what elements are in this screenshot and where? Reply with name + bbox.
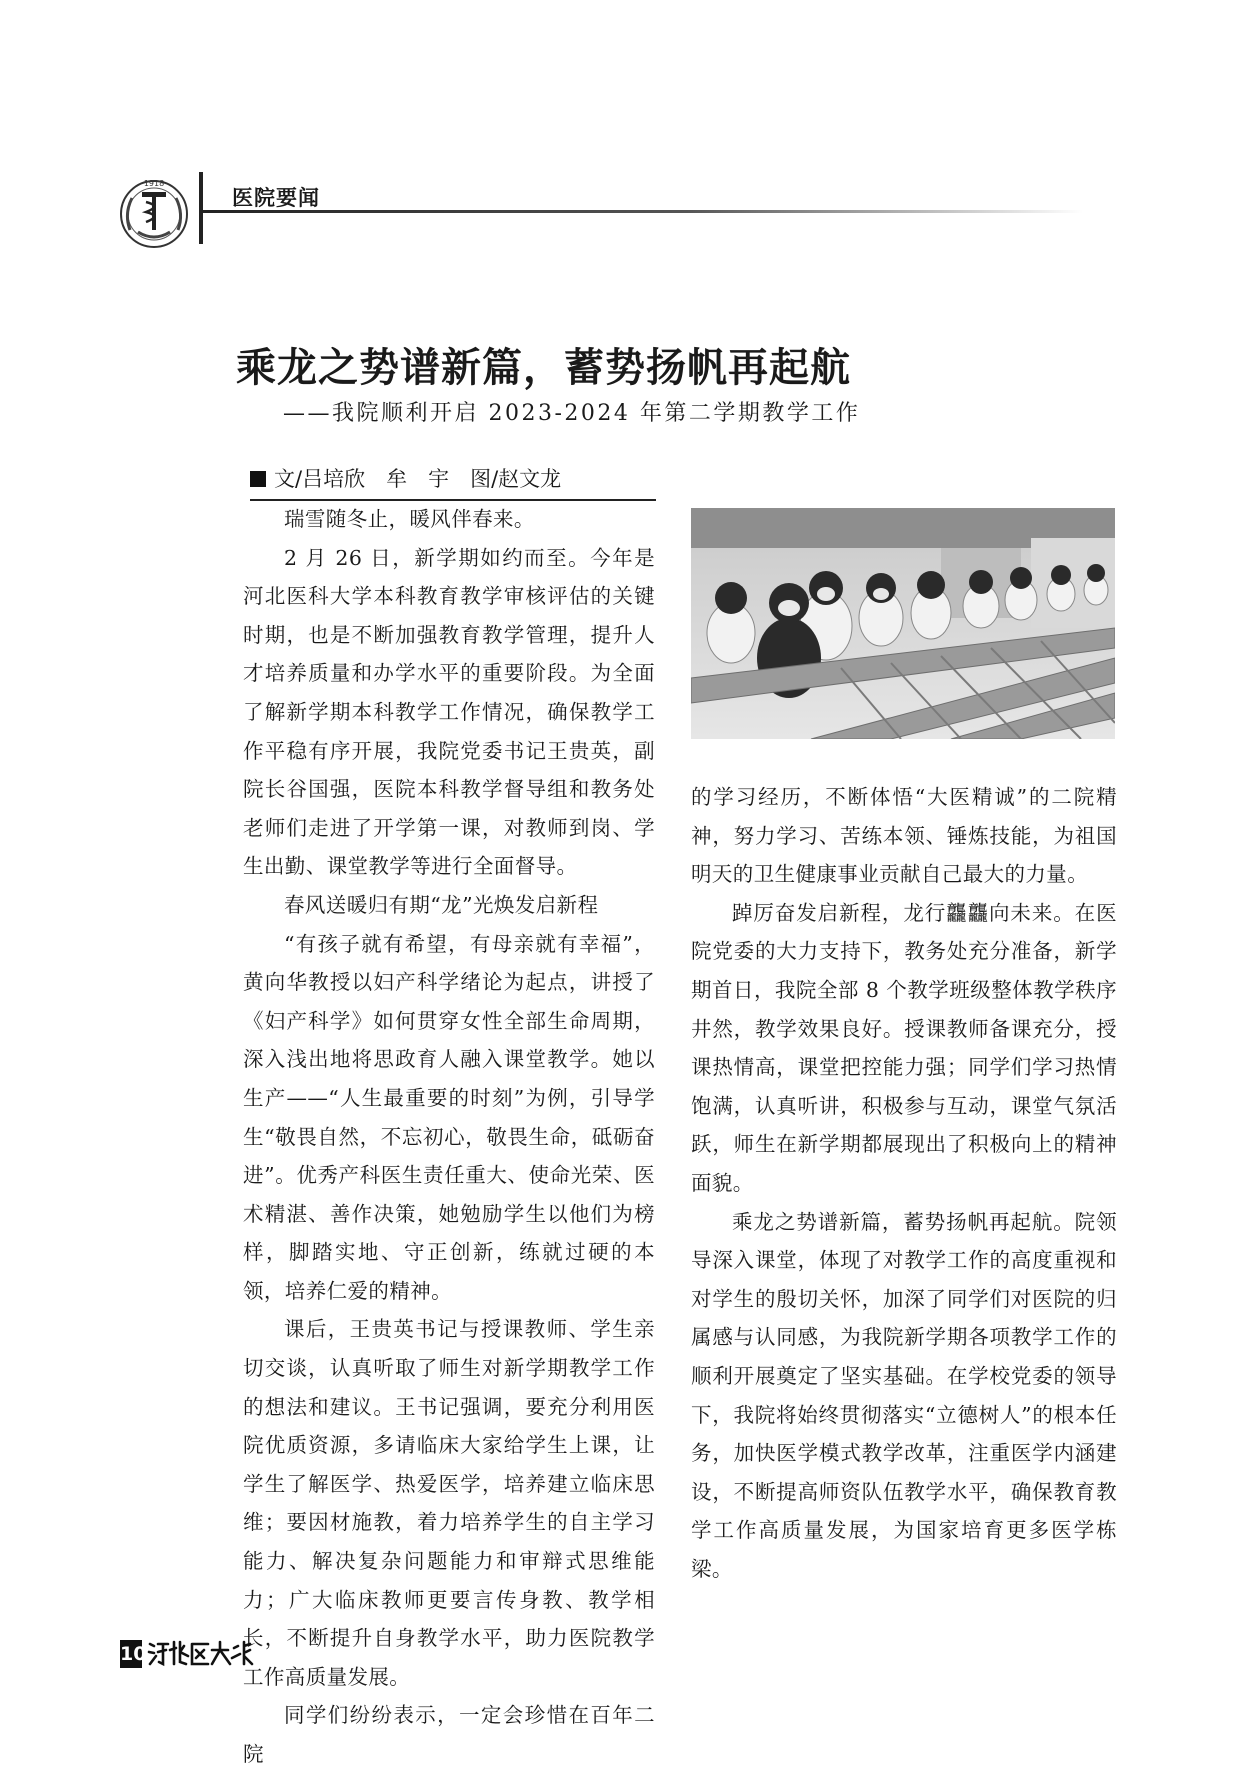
classroom-photo-image	[691, 508, 1115, 739]
square-bullet-icon	[250, 471, 266, 487]
article-column-left	[243, 500, 655, 1774]
paragraph: 2 月 26 日，新学期如约而至。今年是河北医科大学本科教育教学审核评估的关键时期，也是不断加强教育教学管理，提升人才培养质量和办学水平的重要阶段。为全面了解新学期本科教学工作情况，确保教学工作平稳有序开展，我院党委书记王贵英，副院长谷国强，医院本科教学督导组和教务处老师们走进了开学第一课，对教师到岗、学生出勤、课堂教学等进行全面督导。	[243, 545, 655, 879]
publication-calligraphy-logo	[146, 1636, 254, 1670]
paragraph: 踔厉奋发启新程，龙行龘龘向未来。在医院党委的大力支持下，教务处充分准备，新学期首日，我院全部 8 个教学班级整体教学秩序井然，教学效果良好。授课教师备课充分，授课热情高，课堂把控能力强；同学们学习热情饱满，认真听讲，积极参与互动，课堂气氛活跃，师生在新学期都展现出了积极向上的精神面貌。	[691, 900, 1117, 1195]
article-subtitle: ——我院顺利开启 2023-2024 年第二学期教学工作	[283, 401, 861, 426]
page-number: 10	[120, 1640, 142, 1668]
byline-text: 文/吕培欣 牟 宇 图/赵文龙	[274, 467, 562, 491]
header-rule	[203, 210, 1083, 213]
paragraph: 瑞雪随冬止，暖风伴春来。	[284, 507, 535, 531]
section-label: 医院要闻	[232, 186, 320, 210]
paragraph: 课后，王贵英书记与授课教师、学生亲切交谈，认真听取了师生对新学期教学工作的想法和建议。王书记强调，要充分利用医院优质资源，多请临床大家给学生上课，让学生了解医学、热爱医学，培养建立临床思维；要因材施教，着力培养学生的自主学习能力、解决复杂问题能力和审辩式思维能力；广大临床教师更要言传身教、教学相长，不断提升自身教学水平，助力医院教学工作高质量发展。	[243, 1317, 655, 1689]
hospital-logo-emblem	[116, 174, 192, 250]
svg-text:1918: 1918	[143, 179, 165, 188]
paragraph: 同学们纷纷表示，一定会珍惜在百年二院	[243, 1703, 655, 1766]
section-subheading: 春风送暖归有期“龙”光焕发启新程	[284, 892, 599, 917]
paragraph: 乘龙之势谱新篇，蓄势扬帆再起航。院领导深入课堂，体现了对教学工作的高度重视和对学生的殷切关怀，加深了同学们对医院的归属感与认同感，为我院新学期各项教学工作的顺利开展奠定了坚实基础。在学校党委的领导下，我院将始终贯彻落实“立德树人”的根本任务，加快医学模式教学改革，注重医学内涵建设，不断提高师资队伍教学水平，确保教育教学工作高质量发展，为国家培育更多医学栋梁。	[691, 1209, 1117, 1581]
article-title: 乘龙之势谱新篇，蓄势扬帆再起航	[236, 344, 851, 391]
header-divider-bar	[199, 172, 203, 244]
byline	[250, 463, 656, 501]
article-column-right	[691, 778, 1117, 1588]
paragraph: 的学习经历，不断体悟“大医精诚”的二院精神，努力学习、苦练本领、锤炼技能，为祖国明天的卫生健康事业贡献自己最大的力量。	[691, 785, 1117, 887]
classroom-photo	[691, 508, 1115, 739]
paragraph: “有孩子就有希望，有母亲就有幸福”，黄向华教授以妇产科学绪论为起点，讲授了《妇产科学》如何贯穿女性全部生命周期，深入浅出地将思政育人融入课堂教学。她以生产——“人生最重要的时刻”为例，引导学生“敬畏自然，不忘初心，敬畏生命，砥砺奋进”。优秀产科医生责任重大、使命光荣、医术精湛、善作决策，她勉励学生以他们为榜样，脚踏实地、守正创新，练就过硬的本领，培养仁爱的精神。	[243, 931, 655, 1303]
